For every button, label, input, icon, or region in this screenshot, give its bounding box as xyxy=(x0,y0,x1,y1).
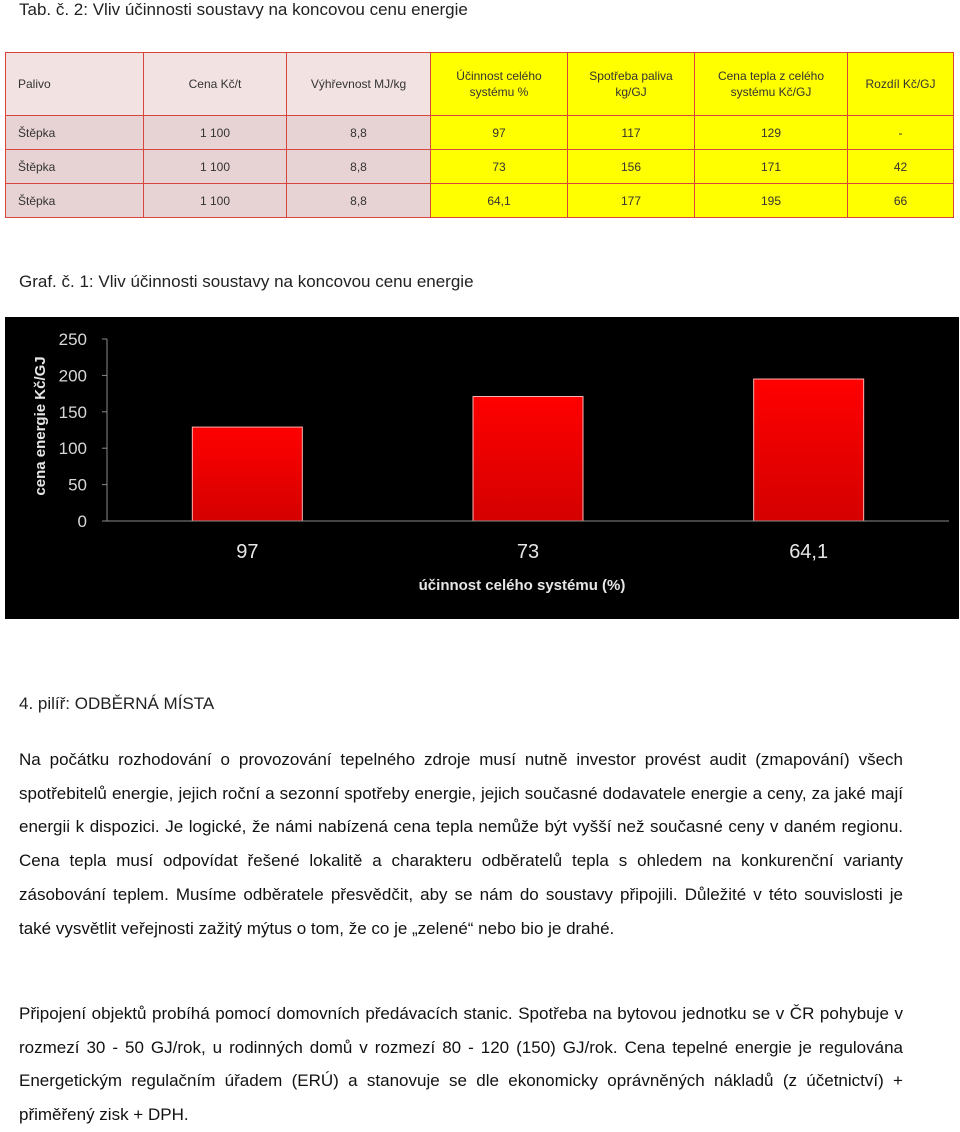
header-heat-price: Cena tepla z celého systému Kč/GJ xyxy=(695,53,848,116)
cell-price-per-ton: 1 100 xyxy=(144,150,287,184)
table-row xyxy=(6,184,954,218)
cell-fuel: Štěpka xyxy=(6,150,144,184)
bar xyxy=(192,427,302,521)
x-axis-title: účinnost celého systému (%) xyxy=(418,577,626,594)
bar xyxy=(754,379,864,521)
header-system-efficiency: Účinnost celého systému % xyxy=(431,53,568,116)
header-price-per-ton: Cena Kč/t xyxy=(144,53,287,116)
cell-calorific-value: 8,8 xyxy=(287,150,431,184)
cell-system-efficiency: 64,1 xyxy=(431,184,568,218)
cell-fuel: Štěpka xyxy=(6,184,144,218)
energy-efficiency-table xyxy=(5,52,954,218)
table-header-row xyxy=(6,53,954,116)
cell-difference: - xyxy=(848,116,954,150)
cell-calorific-value: 8,8 xyxy=(287,184,431,218)
bar-chart-svg xyxy=(5,317,959,619)
chart-caption: Graf. č. 1: Vliv účinnosti soustavy na koncovou cenu energie xyxy=(19,272,474,291)
cell-fuel-consumption: 117 xyxy=(568,116,695,150)
bar-chart xyxy=(5,317,959,619)
header-fuel-consumption: Spotřeba paliva kg/GJ xyxy=(568,53,695,116)
section-heading: 4. pilíř: ODBĚRNÁ MÍSTA xyxy=(19,694,215,713)
cell-fuel-consumption: 156 xyxy=(568,150,695,184)
cell-difference: 66 xyxy=(848,184,954,218)
x-category-label: 73 xyxy=(516,541,540,563)
cell-calorific-value: 8,8 xyxy=(287,116,431,150)
y-tick-label: 50 xyxy=(68,475,87,495)
table-caption: Tab. č. 2: Vliv účinnosti soustavy na koncovou cenu energie xyxy=(19,0,468,19)
header-calorific-value: Výhřevnost MJ/kg xyxy=(287,53,431,116)
bar xyxy=(473,397,583,521)
cell-heat-price: 171 xyxy=(695,150,848,184)
cell-fuel-consumption: 177 xyxy=(568,184,695,218)
y-tick-label: 0 xyxy=(77,512,87,531)
y-tick-label: 100 xyxy=(58,439,87,459)
y-tick-label: 200 xyxy=(58,366,87,386)
table-row xyxy=(6,150,954,184)
paragraph: Na počátku rozhodování o provozování tepelného zdroje musí nutně investor provést audit (zmapování) všech spotřebitelů energie, jejich roční a sezonní spotřeby energie, jejich současné dodavatele energie a ceny, za jaké mají energii k dispozici. Je logické, že námi nabízená cena tepla nemůže být vyšší než současné ceny v daném regionu. Cena tepla musí odpovídat řešené lokalitě a charakteru odběratelů tepla s ohledem na konkurenční varianty zásobování teplem. Musíme odběratele přesvědčit, aby se nám do soustavy připojili. Důležité v této souvislosti je také vysvětlit veřejnosti zažitý mýtus o tom, že co je „zelené“ nebo bio je drahé. xyxy=(19,750,903,938)
bars xyxy=(192,379,863,521)
y-tick-label: 250 xyxy=(58,330,87,349)
x-category-label: 97 xyxy=(236,541,259,563)
table-row xyxy=(6,116,954,150)
x-axis xyxy=(107,521,949,563)
cell-heat-price: 195 xyxy=(695,184,848,218)
header-difference: Rozdíl Kč/GJ xyxy=(848,53,954,116)
y-tick-label: 150 xyxy=(58,402,87,422)
cell-system-efficiency: 73 xyxy=(431,150,568,184)
header-fuel: Palivo xyxy=(6,53,144,116)
paragraph: Připojení objektů probíhá pomocí domovních předávacích stanic. Spotřeba na bytovou jednotku se v ČR pohybuje v rozmezí 30 - 50 GJ/rok, u rodinných domů v rozmezí 80 - 120 (150) GJ/rok. Cena tepelné energie je regulována Energetickým regulačním úřadem (ERÚ) a stanovuje se dle ekonomicky oprávněných nákladů (z účetnictví) + přiměřený zisk + DPH. xyxy=(19,1004,903,1125)
cell-price-per-ton: 1 100 xyxy=(144,116,287,150)
cell-system-efficiency: 97 xyxy=(431,116,568,150)
cell-difference: 42 xyxy=(848,150,954,184)
y-axis-title: cena energie Kč/GJ xyxy=(32,356,49,496)
cell-fuel: Štěpka xyxy=(6,116,144,150)
x-category-label: 64,1 xyxy=(789,541,829,563)
y-axis xyxy=(59,330,107,531)
cell-price-per-ton: 1 100 xyxy=(144,184,287,218)
cell-heat-price: 129 xyxy=(695,116,848,150)
